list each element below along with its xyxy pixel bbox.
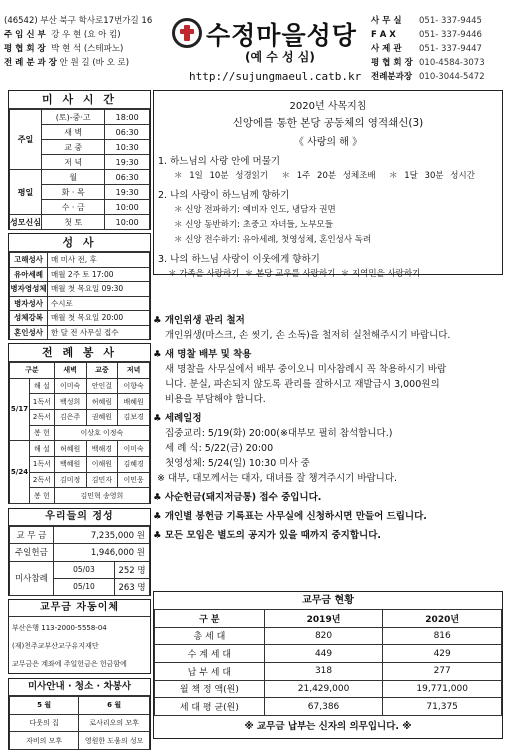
table-cell: 해 설 [29,378,54,394]
table-cell: 납 부 세 대 [155,662,265,680]
table-cell: 05/03 [53,561,114,578]
table-cell: 교 무 금 [10,527,54,544]
bank-account: 부산은행 113-2000-5558-04 [12,624,107,632]
mass-day: 교 중 [41,140,104,155]
guideline-year: 2020년 사목지침 [289,101,367,112]
guideline-item: 3. 나의 하느님 사랑이 이웃에게 향하기 [158,254,320,265]
table-cell: 구분 [10,363,55,379]
table-cell: 병자영성체 [10,282,48,297]
contact-office [371,14,485,28]
table-cell: 권혜원 [86,409,118,425]
table-cell: 2020년 [383,610,502,628]
mass-time: 18:00 [105,110,150,125]
church-subtitle: (예 수 성 심) [245,50,315,64]
parish-dues-status [153,591,503,739]
table-cell: 매월 첫 목요일 20:00 [47,311,149,326]
website-url[interactable]: http://sujungmaeul.catb.kr [189,70,362,83]
table-cell: 이향숙 [118,378,150,394]
table-cell: 병자성사 [10,296,48,311]
table-cell: 수 계 세 대 [155,645,265,663]
table-cell: 안인걸 [86,378,118,394]
mass-day: 첫 토 [41,215,104,230]
table-cell: 1독서 [29,456,54,472]
service-title: 전 례 봉 사 [9,344,150,362]
mass-time: 10:00 [105,200,150,215]
table-cell: 449 [264,645,383,663]
table-cell: 이미숙 [54,378,86,394]
mass-day: 새 벽 [41,125,104,140]
text-line: 010-4584-3073 [419,58,485,68]
text-line: ＊ 본당 교우를 사랑하기 [244,269,336,279]
mass-time: 19:30 [105,155,150,170]
table-cell: 허혜림 [86,394,118,410]
table-cell: 1,946,000 원 [53,544,149,561]
attendance-label: 미사참례 [10,561,54,596]
vice-label: 평 협 회 장 [4,44,46,54]
auto-title: 교무금 자동이체 [9,600,150,617]
text-line: 명 [137,582,146,593]
text-line: ＊ 1일 10분 성경읽기 [174,171,269,181]
notice-head: ♣ 모든 모임은 별도의 공지가 있을 때까지 중지합니다. [153,530,381,541]
vice-name: 박 현 석 (스테파노) [51,44,124,54]
table-cell: 19,771,000 [383,680,502,698]
mass-times [8,90,151,230]
table-cell: 67,386 [264,698,383,716]
table-cell: 수시로 [47,296,149,311]
table-cell: 318 [264,662,383,680]
account-holder: (재)천주교부산교구유지재단 [12,642,99,650]
address: (46542) 부산 북구 학사로17번가길 16 [4,16,153,26]
table-cell: 주일헌금 [10,544,54,561]
text-line: F A X [371,30,396,40]
table-cell: 2019년 [264,610,383,628]
text-line: 비용을 부담해야 합니다. [165,394,266,405]
mass-group-sunday: 주일 [10,110,42,170]
table-cell: 김보경 [118,409,150,425]
table-cell: 429 [383,645,502,663]
text-line: 세 례 식: 5/22(금) 20:00 [165,443,274,454]
table-cell: 6 월 [79,697,150,715]
table-cell: 백혜원 [54,456,86,472]
stats-note: ※ 교무금 납부는 신자의 의무입니다. ※ [244,721,412,732]
sacraments-title: 성 사 [9,234,150,252]
mass-time: 10:30 [105,140,150,155]
text-line: ＊ 신앙 동반하기: 초중고 자녀들, 노부모들 [174,220,333,230]
contact-list [371,14,485,84]
liturgy-head-label: 전 례 분 과 장 [4,58,57,68]
table-cell: 월 책 정 액(원) [155,680,265,698]
auto-note: 교무금은 계좌에 주일헌금은 헌금함에 [12,660,127,668]
text-line: 사 제 관 [371,44,402,54]
text-line: 010-3044-5472 [419,72,485,82]
mass-day: 화 · 목 [41,185,104,200]
pastoral-guideline [153,90,503,279]
table-cell: 7,235,000 원 [53,527,149,544]
notice-head: ♣ 새 명찰 배부 및 착용 [153,349,252,360]
sacraments [8,233,151,340]
mass-time: 06:30 [105,170,150,185]
table-cell: 영원한 도움의 성모 [79,732,150,750]
table-cell: 세 대 평 균(원) [155,698,265,716]
mass-table [9,109,150,230]
guideline-sub: 《 사랑의 해 》 [293,137,363,148]
table-cell: 5 월 [10,697,79,715]
notice-head: ♣ 개인위생 관리 철저 [153,315,245,326]
mass-day: 저 녁 [41,155,104,170]
table-cell [115,578,150,595]
table-cell: 김혜경 [118,456,150,472]
notice-head: ※ 대부, 대모께서는 대자, 대녀를 잘 챙겨주시기 바랍니다. [157,473,398,484]
contact-rectory [371,42,485,56]
mass-guide-cleaning [8,678,151,750]
text-line: 051- 337-9447 [419,44,482,54]
table-cell: 이미숙 [118,441,150,457]
notice-head: ♣ 개인별 봉헌금 기록표는 사무실에 신청하시면 만들어 드립니다. [153,511,427,522]
text-line: ＊ 지역민을 사랑하기 [340,269,421,279]
contact-liturgy [371,70,485,84]
table-cell: 허혜원 [54,441,86,457]
guideline-item: 2. 나의 사랑이 하느님께 향하기 [158,190,290,201]
table-cell: 이해원 [86,456,118,472]
mass-title: 미 사 시 간 [9,91,150,109]
table-cell: 배혜원 [118,394,150,410]
guideline-theme: 신앙에를 통한 본당 공동체의 영적쇄신(3) [232,117,424,129]
service-date: 5/17 [10,378,30,441]
table-cell: 로사리오의 모후 [79,714,150,732]
mass-day: 월 [41,170,104,185]
table-cell: 백성희 [54,394,86,410]
table-cell: 05/10 [53,578,114,595]
stats-table [154,609,502,716]
table-cell: 김민자 [86,472,118,488]
table-cell: 김은주 [54,409,86,425]
text-line: 니다. 분실, 파손되지 않도록 관리를 잘하시고 재발급시 3,000원의 [165,379,440,390]
table-cell: 자비의 모후 [10,732,79,750]
table-cell: 한 달 전 사무실 접수 [47,325,149,340]
text-line: 첫영성체: 5/24(일) 10:30 미사 중 [165,458,310,469]
table-cell: 김민혁 송영희 [54,488,149,504]
auto-transfer [8,599,151,674]
contact-fax [371,28,485,42]
text-line: ＊ 가족을 사랑하기 [168,269,240,279]
text-line: 263 [118,582,135,593]
table-cell: 김미정 [54,472,86,488]
offering-table [9,526,150,596]
pastor-label: 주 임 신 부 [4,30,46,40]
table-cell: 저녁 [118,363,150,379]
notice-head: ♣ 세례일정 [153,413,202,424]
liturgy-service [8,343,151,504]
text-line: 051- 337-9445 [419,16,482,26]
table-cell: 71,375 [383,698,502,716]
text-line: 전례분과장 [371,72,413,82]
table-cell: 816 [383,627,502,645]
mass-group-marian: 성모신심 [10,215,42,230]
table-cell: 유아세례 [10,267,48,282]
table-cell: 매 미사 전, 후 [47,253,149,268]
table-cell: 구 분 [155,610,265,628]
table-cell: 새벽 [54,363,86,379]
table-cell: 820 [264,627,383,645]
table-cell: 이민웅 [118,472,150,488]
table-cell: 해 설 [29,441,54,457]
text-line: 집중교리: 5/19(화) 20:00(※대부모 필히 참석합니다.) [165,428,393,439]
table-cell: 매월 2주 토 17:00 [47,267,149,282]
sacraments-table [9,252,150,340]
table-cell: 2독서 [29,409,54,425]
notices [153,313,503,543]
table-cell: 다웃의 집 [10,714,79,732]
text-line: 252 [118,565,135,576]
service-table [9,362,150,504]
table-cell: 1독서 [29,394,54,410]
table-cell: 총 세 대 [155,627,265,645]
mass-group-weekday: 평일 [10,170,42,215]
header [0,0,510,88]
mass-day: (토)-중·고 [41,110,104,125]
text-line: 사 무 실 [371,16,402,26]
text-line: 개인위생(마스크, 손 씻기, 손 소독)을 철저히 실천해주시기 바랍니다. [165,330,451,341]
offering-title: 우리들의 정성 [9,509,150,526]
mass-time: 06:30 [105,125,150,140]
text-line: ＊ 신앙 전수하기: 유아세례, 첫영성체, 혼인성사 독려 [174,235,372,245]
table-cell: 21,429,000 [264,680,383,698]
offering [8,508,151,596]
text-line: ＊ 1주 20분 성체조배 [281,171,376,181]
mass-time: 19:30 [105,185,150,200]
mass-day: 수 · 금 [41,200,104,215]
table-cell: 혼인성사 [10,325,48,340]
stats-title: 교무금 현황 [302,595,354,606]
table-cell: 2독서 [29,472,54,488]
table-cell: 봉 헌 [29,488,54,504]
table-cell [115,561,150,578]
table-cell: 백해경 [86,441,118,457]
table-cell: 고해성사 [10,253,48,268]
notice-head: ♣ 사순헌금(돼지저금통) 접수 중입니다. [153,492,322,503]
guide-title: 미사안내 · 청소 · 차봉사 [9,679,150,696]
text-line: ＊ 1달 30분 성시간 [389,171,475,181]
table-cell: 봉 헌 [29,425,54,441]
table-cell: 교중 [86,363,118,379]
text-line: 새 명찰을 사무실에서 배부 중이오니 미사참례시 꼭 착용하시기 바랍 [165,364,447,375]
guideline-item: 1. 하느님의 사랑 안에 머물기 [158,156,281,167]
table-cell: 277 [383,662,502,680]
table-cell: 매월 첫 목요일 09:30 [47,282,149,297]
text-line: ＊ 신앙 전파하기: 예비자 인도, 냉담자 권면 [174,205,336,215]
church-logo-icon [172,18,202,48]
table-cell: 이상호 이정숙 [54,425,149,441]
table-cell: 성체강복 [10,311,48,326]
mass-time: 10:00 [105,215,150,230]
text-line: 명 [137,565,146,576]
text-line: 051- 337-9446 [419,30,482,40]
header-left [4,14,152,70]
guide-table [9,696,150,750]
pastor-name: 강 우 현 (요 아 킴) [51,30,121,40]
liturgy-head-name: 안 원 길 (바 오 로) [59,58,130,68]
church-name: 수정마을성당 [206,21,357,50]
service-date: 5/24 [10,441,30,504]
contact-council [371,56,485,70]
text-line: 평 협 회 장 [371,58,413,68]
